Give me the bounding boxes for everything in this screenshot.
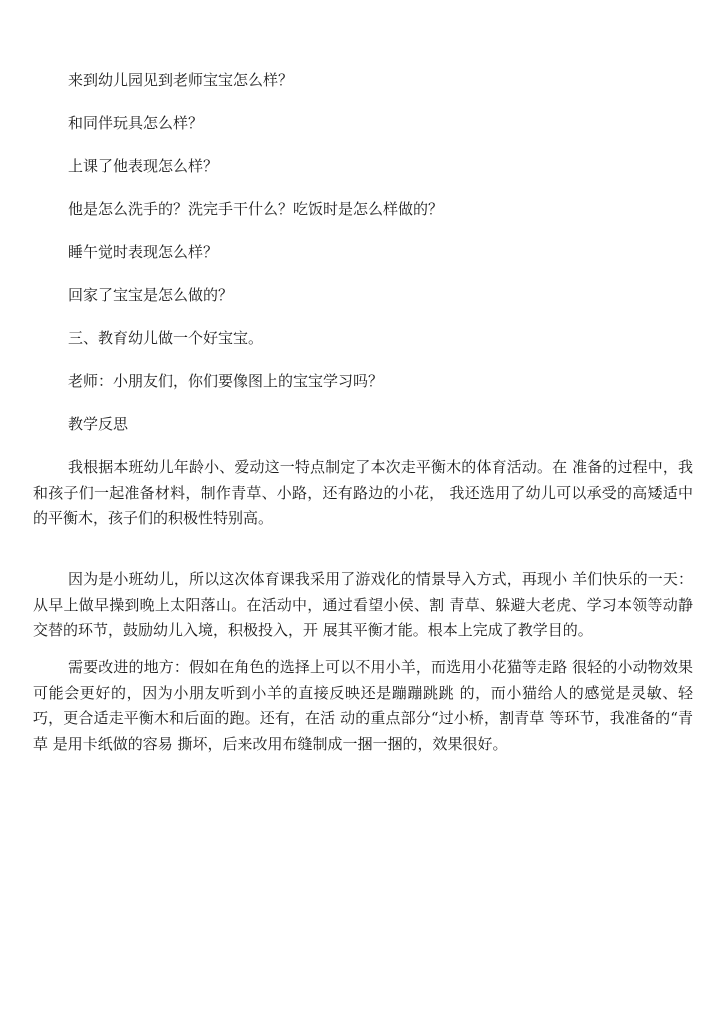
question-line: 他是怎么洗手的？洗完手干什么？吃饭时是怎么样做的？ bbox=[68, 200, 444, 218]
reflection-paragraph-2: 因为是小班幼儿，所以这次体育课我采用了游戏化的情景导入方式，再现小 羊们快乐的一天：从早上做早操到晚上太阳落山。在活动中，通过看望小侯、割 青草、躲避大老虎、学习本领等动静交替的环节，鼓励幼儿入境，积极投入，开 展其平衡才能。根本上完成了教学目的。 bbox=[33, 570, 693, 639]
question-line: 和同伴玩具怎么样？ bbox=[68, 114, 204, 132]
question-line: 回家了宝宝是怎么做的？ bbox=[68, 286, 234, 304]
reflection-paragraph-1: 我根据本班幼儿年龄小、爱动这一特点制定了本次走平衡木的体育活动。在 准备的过程中，我和孩子们一起准备材料，制作青草、小路，还有路边的小花， 我还选用了幼儿可以承受的高矮适中的平衡木，孩子们的积极性特别高。 bbox=[33, 458, 693, 527]
teacher-line: 老师：小朋友们，你们要像图上的宝宝学习吗？ bbox=[68, 372, 384, 390]
reflection-heading: 教学反思 bbox=[68, 415, 129, 433]
section-heading: 三、教育幼儿做一个好宝宝。 bbox=[68, 329, 264, 347]
question-line: 睡午觉时表现怎么样？ bbox=[68, 243, 219, 261]
reflection-paragraph-3: 需要改进的地方：假如在角色的选择上可以不用小羊，而选用小花猫等走路 很轻的小动物效果可能会更好的，因为小朋友听到小羊的直接反映还是蹦蹦跳跳 的，而小猫给人的感觉是灵敏、轻巧，更合适走平衡木和后面的跑。还有，在活 动的重点部分“过小桥，割青草 等环节，我准备的“青草 是用卡纸做的容易 撕坏，后来改用布缝制成一捆一捆的，效果很好。 bbox=[33, 658, 693, 753]
question-line: 上课了他表现怎么样？ bbox=[68, 157, 219, 175]
question-line: 来到幼儿园见到老师宝宝怎么样？ bbox=[68, 71, 294, 89]
